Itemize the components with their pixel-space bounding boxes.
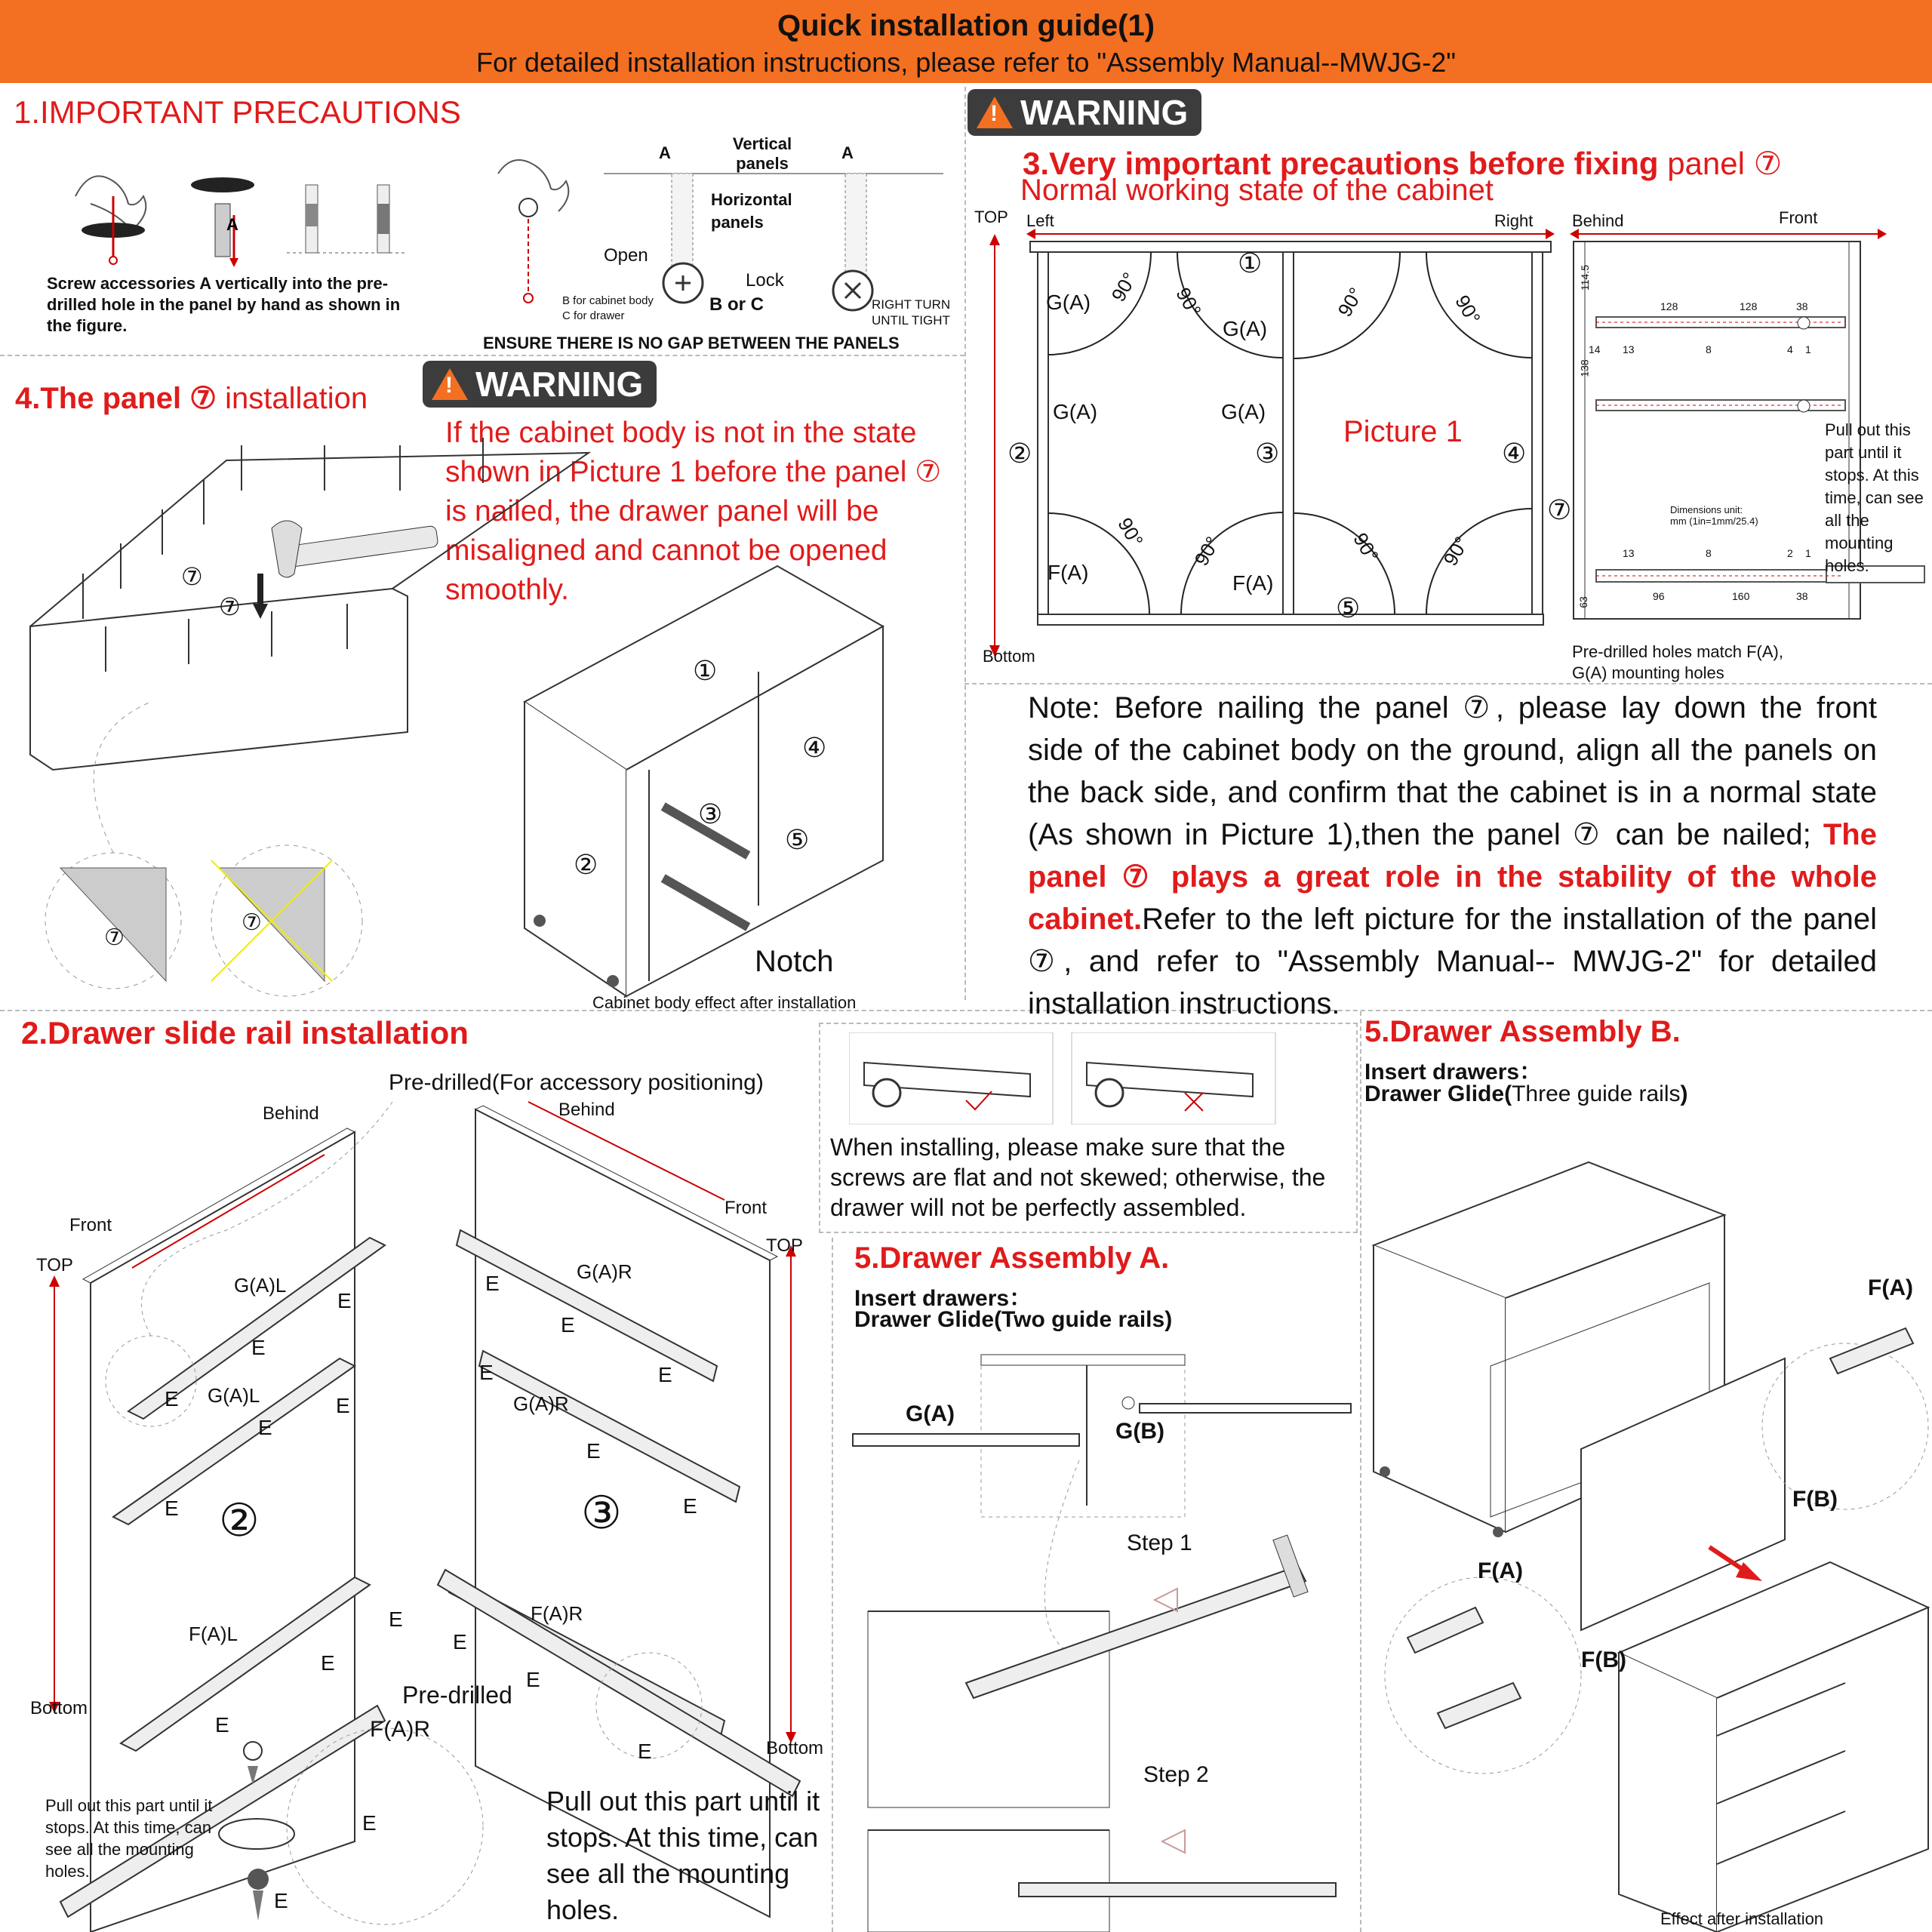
right-turn-label: RIGHT TURN UNTIL TIGHT [872, 297, 951, 328]
front-label: Front [724, 1198, 768, 1218]
ga-label: G(A) [1223, 317, 1268, 340]
sec5b-glide-bold: Drawer Glide( [1364, 1081, 1512, 1106]
step-1-label: Step 1 [1127, 1531, 1192, 1555]
ga-label: G(A) [1053, 400, 1098, 423]
sec5b-glide [1364, 1081, 1688, 1107]
circled-number: ③ [581, 1487, 622, 1538]
dim-label: 14 [1589, 343, 1601, 355]
dim-label: 138 [1578, 359, 1591, 377]
step-2-label: Step 2 [1143, 1762, 1209, 1787]
sec4-title-bold: 4.The panel ⑦ [15, 382, 217, 415]
gal-label: G(A)L [234, 1274, 287, 1297]
sec5b-glide-normal: Three guide rails [1512, 1081, 1681, 1106]
lock-label: Lock [746, 270, 784, 291]
behind-label: Behind [1572, 211, 1624, 230]
sec1-title: 1.IMPORTANT PRECAUTIONS [14, 94, 461, 130]
gb-label: G(B) [1115, 1419, 1164, 1444]
angle-label: 90° [1171, 283, 1206, 321]
notch-label: Notch [755, 945, 834, 978]
effect-after-caption: Effect after installation [1660, 1909, 1824, 1928]
circled-number: ① [1238, 248, 1263, 278]
e-label: E [215, 1713, 229, 1737]
sec3-subtitle: Normal working state of the cabinet [1020, 174, 1494, 207]
dim-label: 63 [1577, 596, 1589, 608]
dim-label: 1 [1805, 343, 1811, 355]
gar-label: G(A)R [577, 1260, 632, 1283]
e-label: E [336, 1394, 350, 1417]
sec2-title: 2.Drawer slide rail installation [21, 1015, 469, 1051]
sec5a-insert: Insert drawers： [854, 1286, 1032, 1311]
dimension-note: Dimensions unit: mm (1in=1mm/25.4) [1670, 504, 1758, 527]
dim-label: 38 [1796, 590, 1808, 602]
panel7-illustration [0, 438, 964, 1004]
circled-number: ⑤ [785, 824, 810, 855]
dim-label: 128 [1740, 300, 1758, 312]
gar-label: G(A)R [513, 1392, 569, 1415]
sec4-warning-text: If the cabinet body is not in the state shown in Picture 1 before the panel ⑦ is nailed, the drawer panel will be misaligned and cannot be opened smoothly. [445, 417, 942, 606]
left-label: Left [1026, 211, 1054, 230]
dim-label: 160 [1732, 590, 1750, 602]
e-label: E [274, 1889, 288, 1912]
dim-label: 96 [1653, 590, 1665, 602]
circled-number: ④ [1502, 438, 1527, 469]
sec3-title-bold: 3.Very important precautions before fixing [1023, 146, 1659, 181]
e-label: E [251, 1336, 266, 1359]
sec4-title-normal: installation [217, 382, 368, 415]
vertical-panels-label: Vertical panels [732, 134, 792, 173]
screw-comparison [849, 1032, 1340, 1124]
dim-label: 2 [1787, 547, 1793, 559]
sec5b-insert: Insert drawers： [1364, 1060, 1543, 1084]
behind-label: Behind [558, 1100, 615, 1120]
cabinet-effect-caption: Cabinet body effect after installation [592, 993, 857, 1012]
horizontal-panels-label: Horizontal panels [711, 190, 792, 232]
dim-label: 4 [1787, 343, 1793, 355]
sec5b-title: 5.Drawer Assembly B. [1364, 1015, 1681, 1048]
dim-label: 8 [1706, 547, 1712, 559]
header-banner [0, 0, 1932, 83]
e-label: E [586, 1439, 601, 1463]
dim-label: 8 [1706, 343, 1712, 355]
sec5a-title: 5.Drawer Assembly A. [854, 1241, 1170, 1275]
pull-out-note: Pull out this part until it stops. At this time, can see all the mounting holes. [1825, 420, 1924, 575]
dim-label: 128 [1660, 300, 1678, 312]
ensure-label: ENSURE THERE IS NO GAP BETWEEN THE PANELS [483, 334, 900, 352]
top-label: TOP [36, 1255, 73, 1275]
pre-drilled-match-note: Pre-drilled holes match F(A), G(A) mounting holes [1572, 642, 1783, 682]
angle-label: 90° [1333, 283, 1368, 321]
e-label: E [258, 1416, 272, 1439]
circled-number: ⑦ [181, 563, 203, 590]
circled-number: ⑦ [104, 925, 125, 950]
b-note: B for cabinet body [562, 294, 654, 307]
screw-note-text: When installing, please make sure that the screws are flat and not skewed; otherwise, the drawer will not be perfectly assembled. [830, 1134, 1326, 1221]
fa-label: F(A) [1048, 561, 1089, 584]
label-a-left: A [659, 143, 671, 162]
drawer-assembly-a-diagram [845, 1340, 1358, 1932]
e-label: E [479, 1361, 494, 1384]
drawer-assembly-b-diagram [1362, 1109, 1932, 1932]
pull-out-note-small: Pull out this part until it stops. At this time, can see all the mounting holes. [45, 1796, 213, 1881]
far-label: F(A)R [531, 1602, 583, 1625]
circled-number: ④ [802, 732, 827, 763]
circled-number: ② [1008, 438, 1032, 469]
angle-label: 90° [1189, 532, 1225, 570]
e-label: E [526, 1668, 540, 1691]
note-paragraph [1028, 687, 1877, 1025]
dim-label: 38 [1796, 300, 1808, 312]
e-label: E [638, 1740, 652, 1763]
open-label: Open [604, 245, 648, 266]
e-label: E [389, 1607, 403, 1631]
e-label: E [321, 1651, 335, 1675]
warning-badge-4 [423, 361, 657, 408]
picture-1-label: Picture 1 [1343, 415, 1463, 448]
page-subtitle: For detailed installation instructions, please refer to "Assembly Manual--MWJG-2" [475, 47, 1457, 78]
ga-label: G(A) [1221, 400, 1266, 423]
bottom-label: Bottom [30, 1698, 88, 1718]
circled-number: ③ [698, 798, 723, 829]
page-title: Quick installation guide(1) [777, 9, 1155, 42]
ga-label: G(A) [906, 1401, 955, 1426]
circled-number: ⑦ [1547, 494, 1572, 525]
sec1-caption: Screw accessories A vertically into the pre-drilled hole in the panel by hand as shown in the figure. [47, 274, 401, 335]
hand-icon [75, 176, 146, 226]
e-label: E [337, 1289, 352, 1312]
front-label: Front [1779, 208, 1818, 227]
sec3-title-normal: panel ⑦ [1658, 146, 1783, 181]
sec5b-glide-end: ) [1680, 1081, 1688, 1106]
e-label: E [362, 1811, 377, 1835]
fb-label: F(B) [1581, 1647, 1626, 1672]
sec4-title [15, 381, 368, 416]
note-text: Note: Before nailing the panel ⑦, please lay down the front side of the cabinet body on the ground, align all the panels on the back side, and confirm that the cabinet is in a normal state (As shown in Picture 1),then the panel ⑦ can be nailed; [1028, 691, 1877, 851]
angle-label: 90° [1438, 532, 1474, 570]
circled-number: ③ [1255, 438, 1280, 469]
e-label: E [683, 1494, 697, 1518]
fal-label: F(A)L [189, 1623, 238, 1645]
e-label: E [165, 1387, 179, 1411]
circled-number: ⑦ [242, 910, 262, 935]
top-label: TOP [766, 1235, 803, 1256]
angle-label: 90° [1106, 268, 1142, 306]
c-note: C for drawer [562, 309, 625, 322]
dim-label: 13 [1623, 343, 1635, 355]
note-text: Refer to the left picture for the installation of the panel ⑦, and refer to "Assembly Manual-- MWJG-2" for detailed installation instructions. [1028, 903, 1877, 1020]
dim-label: 114.5 [1579, 265, 1591, 291]
pull-out-note-large: Pull out this part until it stops. At this time, can see all the mounting holes. [546, 1786, 820, 1925]
dim-label: 1 [1805, 547, 1811, 559]
front-label: Front [69, 1215, 112, 1235]
label-a-right: A [841, 143, 854, 162]
fb-label: F(B) [1792, 1487, 1838, 1512]
warning-icon: ! [432, 368, 468, 400]
e-label: E [658, 1363, 672, 1386]
angle-label: 90° [1349, 528, 1383, 566]
circled-number: ⑦ [219, 593, 241, 620]
behind-label: Behind [263, 1103, 319, 1124]
fa-label: F(A) [1232, 571, 1274, 595]
gal-label: G(A)L [208, 1384, 260, 1407]
fa-label: F(A) [1478, 1558, 1523, 1583]
pre-drilled-accessory-label: Pre-drilled(For accessory positioning) [389, 1070, 764, 1095]
warning-label: WARNING [1020, 93, 1189, 132]
pre-drilled-label: Pre-drilled [402, 1681, 512, 1709]
right-label: Right [1494, 211, 1534, 230]
circled-number: ① [693, 655, 718, 686]
ga-label: G(A) [1046, 291, 1091, 314]
divider-horizontal [0, 355, 964, 356]
far-label: F(A)R [370, 1717, 430, 1742]
dim-label: 13 [1623, 547, 1635, 559]
warning-label: WARNING [475, 365, 644, 404]
bottom-label: Bottom [766, 1738, 824, 1758]
circled-number: ② [219, 1495, 260, 1546]
note-emphasis: The panel ⑦ plays a great role in the stability of the whole cabinet. [1028, 818, 1877, 936]
e-label: E [485, 1272, 500, 1295]
b-or-c-label: B or C [709, 294, 764, 315]
sec5a-glide: Drawer Glide(Two guide rails) [854, 1307, 1173, 1332]
label-a: A [226, 215, 238, 234]
circled-number: ② [574, 849, 598, 880]
angle-label: 90° [1451, 291, 1485, 328]
divider-vertical [1360, 1011, 1361, 1932]
e-label: E [561, 1313, 575, 1337]
circled-number: ⑤ [1336, 592, 1361, 623]
fa-label: F(A) [1868, 1275, 1913, 1300]
e-label: E [165, 1497, 179, 1520]
bottom-label: Bottom [983, 647, 1035, 666]
warning-badge-3 [968, 89, 1201, 136]
angle-label: 90° [1113, 513, 1148, 551]
top-label: TOP [974, 208, 1008, 226]
warning-icon: ! [977, 97, 1013, 128]
e-label: E [453, 1630, 467, 1654]
